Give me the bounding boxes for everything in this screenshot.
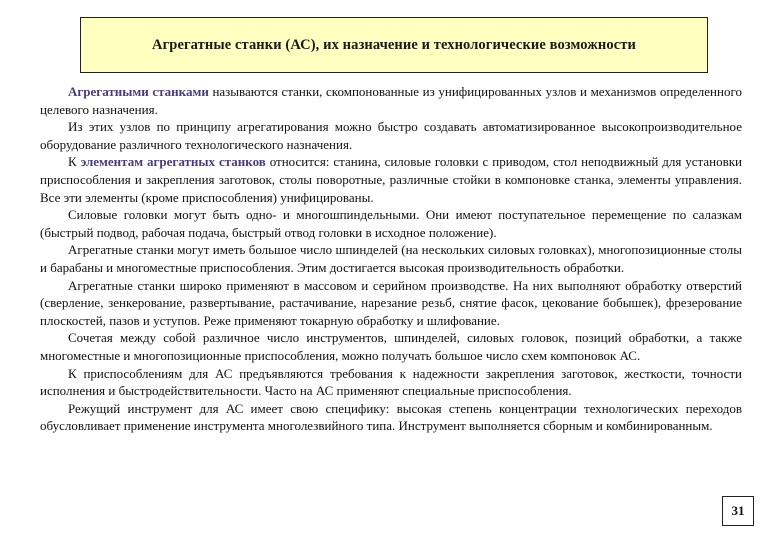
term-machine-elements: элементам агрегатных станков: [80, 154, 266, 170]
paragraph-7: [40, 329, 742, 364]
paragraph-5: [40, 241, 742, 276]
paragraph-4: [40, 206, 742, 241]
paragraph-1-text: называются станки, скомпонованные из унифицированных узлов и механизмов определенного целевого назначения.: [40, 84, 742, 117]
paragraph-1: [40, 83, 742, 118]
paragraph-7-text: Сочетая между собой различное число инструментов, шпинделей, силовых головок, позиций обработки, а также многоместные и многопозиционные приспособления, можно получать большое число схем компоновок АС.: [40, 330, 742, 363]
paragraph-5-text: Агрегатные станки могут иметь большое число шпинделей (на нескольких силовых головках), многопозиционные столы и барабаны и многоместные приспособления. Этим достигается высокая производительность обработки.: [40, 242, 742, 275]
term-aggregate-machines: Агрегатными станками: [68, 84, 209, 99]
paragraph-2-text: Из этих узлов по принципу агрегатирования можно быстро создавать автоматизированное высокопроизводительное оборудование различного технологического назначения.: [40, 119, 742, 152]
paragraph-3-text: относится: станина, силовые головки с приводом, стол неподвижный для установки приспособления и закрепления заготовок, столы поворотные, различные стойки в компоновке станка, элементы управления. Все эти элементы (кроме приспособления) унифицированы.: [40, 154, 742, 205]
page-title: Агрегатные станки (АС), их назначение и технологические возможности: [152, 36, 636, 53]
paragraph-6-text: Агрегатные станки широко применяют в массовом и серийном производстве. На них выполняют обработку отверстий (сверление, зенкерование, развертывание, растачивание, нарезание резьб, снятие фасок, цекование бобышек), фрезерование плоскостей, пазов и уступов. Реже применяют токарную обработку и шлифование.: [40, 277, 742, 328]
paragraph-3-prefix: К: [68, 154, 81, 170]
paragraph-9-text: Режущий инструмент для АС имеет свою специфику: высокая степень концентрации технологических переходов обусловливает применение инструмента многолезвийного типа. Инструмент выполняется сборным и комбинированным.: [40, 400, 742, 434]
paragraph-2: [40, 118, 742, 153]
paragraph-6: [40, 277, 742, 330]
page-number-box: [722, 496, 754, 526]
paragraph-3: [40, 153, 742, 206]
body-text: [40, 83, 742, 435]
title-box: [80, 17, 708, 73]
paragraph-8: [40, 365, 742, 400]
paragraph-4-text: Силовые головки могут быть одно- и многошпиндельными. Они имеют поступательное перемещение по салазкам (быстрый подвод, рабочая подача, быстрый отвод головки в исходное положение).: [40, 207, 742, 240]
page-number: 31: [731, 503, 745, 518]
paragraph-9: [40, 400, 742, 435]
paragraph-8-text: К приспособлениям для АС предъявляются требования к надежности закрепления заготовок, жесткости, точности исполнения и быстродействительности. Часто на АС применяют специальные приспособления.: [40, 365, 742, 399]
